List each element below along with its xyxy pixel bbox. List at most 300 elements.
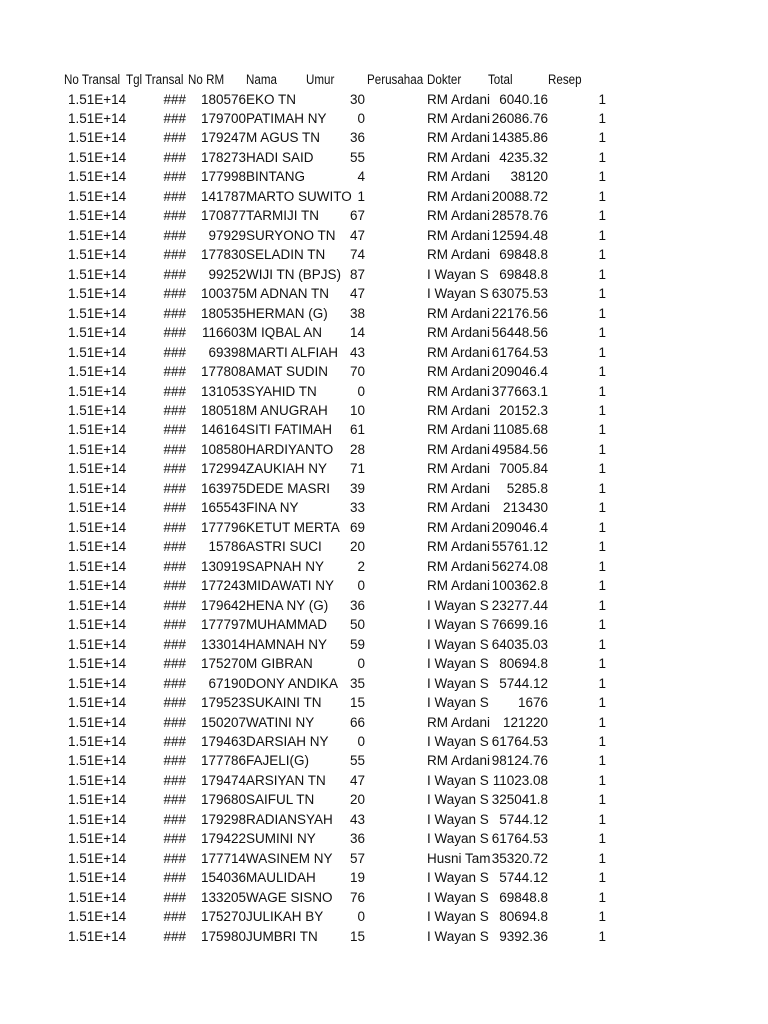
- cell-no-transaksi[interactable]: 1.51E+14: [68, 500, 127, 516]
- cell-resep[interactable]: 1: [598, 169, 606, 185]
- cell-umur[interactable]: 36: [349, 597, 365, 613]
- cell-total[interactable]: 12594.48: [491, 227, 548, 243]
- cell-dokter[interactable]: RM Ardani: [427, 227, 491, 243]
- cell-no-transaksi[interactable]: 1.51E+14: [68, 870, 127, 886]
- cell-umur[interactable]: 19: [349, 870, 365, 886]
- cell-nama[interactable]: M AGUS TN: [246, 130, 321, 146]
- cell-nama[interactable]: M GIBRAN: [246, 656, 313, 672]
- cell-dokter[interactable]: RM Ardani: [427, 149, 491, 165]
- cell-nama[interactable]: KETUT MERTA: [246, 519, 340, 535]
- cell-no-rm[interactable]: 178273: [200, 149, 246, 165]
- cell-no-transaksi[interactable]: 1.51E+14: [68, 519, 127, 535]
- header-resep[interactable]: Resep: [548, 72, 582, 87]
- cell-umur[interactable]: 70: [349, 364, 365, 380]
- cell-nama[interactable]: JUMBRI TN: [246, 928, 318, 944]
- cell-total[interactable]: 35320.72: [491, 850, 548, 866]
- cell-resep[interactable]: 1: [598, 91, 606, 107]
- cell-tgl-transaksi[interactable]: ###: [163, 714, 186, 730]
- cell-dokter[interactable]: RM Ardani: [427, 403, 491, 419]
- cell-umur[interactable]: 14: [349, 325, 365, 341]
- cell-no-transaksi[interactable]: 1.51E+14: [68, 403, 127, 419]
- cell-no-rm[interactable]: 100375: [200, 286, 246, 302]
- cell-no-rm[interactable]: 15786: [208, 539, 246, 555]
- cell-no-transaksi[interactable]: 1.51E+14: [68, 617, 127, 633]
- cell-resep[interactable]: 1: [598, 636, 606, 652]
- cell-no-rm[interactable]: 99252: [208, 266, 246, 282]
- cell-no-rm[interactable]: 97929: [208, 227, 246, 243]
- cell-resep[interactable]: 1: [598, 850, 606, 866]
- cell-nama[interactable]: BINTANG: [246, 169, 306, 185]
- cell-resep[interactable]: 1: [598, 695, 606, 711]
- cell-no-transaksi[interactable]: 1.51E+14: [68, 169, 127, 185]
- cell-umur[interactable]: 1: [357, 188, 365, 204]
- cell-resep[interactable]: 1: [598, 149, 606, 165]
- header-umur[interactable]: Umur: [306, 72, 335, 87]
- cell-umur[interactable]: 28: [349, 441, 365, 457]
- cell-resep[interactable]: 1: [598, 188, 606, 204]
- cell-dokter[interactable]: I Wayan S: [427, 772, 489, 788]
- cell-resep[interactable]: 1: [598, 286, 606, 302]
- cell-no-rm[interactable]: 179298: [200, 811, 246, 827]
- cell-total[interactable]: 76699.16: [491, 617, 548, 633]
- cell-no-transaksi[interactable]: 1.51E+14: [68, 344, 127, 360]
- cell-no-transaksi[interactable]: 1.51E+14: [68, 656, 127, 672]
- cell-resep[interactable]: 1: [598, 403, 606, 419]
- cell-no-transaksi[interactable]: 1.51E+14: [68, 539, 127, 555]
- cell-dokter[interactable]: I Wayan S: [427, 734, 489, 749]
- cell-no-transaksi[interactable]: 1.51E+14: [68, 208, 127, 224]
- cell-no-transaksi[interactable]: 1.51E+14: [68, 928, 127, 944]
- cell-no-transaksi[interactable]: 1.51E+14: [68, 441, 127, 457]
- cell-dokter[interactable]: I Wayan S: [427, 831, 489, 847]
- cell-resep[interactable]: 1: [598, 597, 606, 613]
- cell-dokter[interactable]: I Wayan S: [427, 870, 489, 886]
- cell-no-transaksi[interactable]: 1.51E+14: [68, 578, 127, 594]
- cell-no-transaksi[interactable]: 1.51E+14: [68, 247, 127, 263]
- cell-tgl-transaksi[interactable]: ###: [163, 695, 186, 711]
- cell-no-transaksi[interactable]: 1.51E+14: [68, 831, 127, 847]
- cell-nama[interactable]: HERMAN (G): [246, 305, 328, 321]
- cell-resep[interactable]: 1: [598, 734, 606, 749]
- cell-nama[interactable]: DARSIAH NY: [246, 734, 329, 749]
- cell-resep[interactable]: 1: [598, 110, 606, 126]
- cell-umur[interactable]: 20: [349, 539, 365, 555]
- cell-dokter[interactable]: I Wayan S: [427, 695, 489, 711]
- cell-no-transaksi[interactable]: 1.51E+14: [68, 889, 127, 905]
- cell-no-rm[interactable]: 69398: [208, 344, 246, 360]
- cell-no-rm[interactable]: 177796: [200, 519, 246, 535]
- cell-nama[interactable]: HARDIYANTO: [246, 441, 334, 457]
- cell-resep[interactable]: 1: [598, 753, 606, 769]
- cell-total[interactable]: 80694.8: [499, 656, 548, 672]
- cell-total[interactable]: 213430: [502, 500, 548, 516]
- cell-tgl-transaksi[interactable]: ###: [163, 831, 186, 847]
- cell-total[interactable]: 20152.3: [499, 403, 548, 419]
- cell-nama[interactable]: SUMINI NY: [246, 831, 316, 847]
- cell-tgl-transaksi[interactable]: ###: [163, 130, 186, 146]
- cell-total[interactable]: 6040.16: [499, 91, 548, 107]
- cell-tgl-transaksi[interactable]: ###: [163, 519, 186, 535]
- cell-no-transaksi[interactable]: 1.51E+14: [68, 364, 127, 380]
- cell-resep[interactable]: 1: [598, 792, 606, 808]
- cell-no-transaksi[interactable]: 1.51E+14: [68, 422, 127, 438]
- cell-dokter[interactable]: RM Ardani: [427, 247, 491, 263]
- cell-total[interactable]: 325041.8: [491, 792, 548, 808]
- header-dokter[interactable]: Dokter: [427, 72, 462, 87]
- cell-no-rm[interactable]: 130919: [200, 558, 246, 574]
- cell-total[interactable]: 69848.8: [499, 266, 548, 282]
- cell-total[interactable]: 5744.12: [499, 811, 548, 827]
- cell-umur[interactable]: 2: [357, 558, 365, 574]
- cell-total[interactable]: 1676: [517, 695, 548, 711]
- cell-dokter[interactable]: I Wayan S: [427, 889, 489, 905]
- cell-no-rm[interactable]: 133014: [200, 636, 246, 652]
- cell-nama[interactable]: ARSIYAN TN: [246, 772, 326, 788]
- cell-nama[interactable]: MAULIDAH: [246, 870, 316, 886]
- cell-dokter[interactable]: I Wayan S: [427, 266, 489, 282]
- cell-tgl-transaksi[interactable]: ###: [163, 753, 186, 769]
- cell-no-rm[interactable]: 172994: [200, 461, 246, 477]
- cell-resep[interactable]: 1: [598, 889, 606, 905]
- cell-no-transaksi[interactable]: 1.51E+14: [68, 461, 127, 477]
- cell-total[interactable]: 23277.44: [491, 597, 548, 613]
- cell-no-rm[interactable]: 179247: [200, 130, 246, 146]
- cell-resep[interactable]: 1: [598, 461, 606, 477]
- cell-tgl-transaksi[interactable]: ###: [163, 558, 186, 574]
- cell-total[interactable]: 55761.12: [491, 539, 548, 555]
- cell-tgl-transaksi[interactable]: ###: [163, 734, 186, 749]
- cell-no-rm[interactable]: 175270: [200, 909, 246, 925]
- cell-umur[interactable]: 30: [349, 91, 365, 107]
- cell-total[interactable]: 26086.76: [491, 110, 548, 126]
- cell-total[interactable]: 38120: [510, 169, 548, 185]
- cell-no-transaksi[interactable]: 1.51E+14: [68, 110, 127, 126]
- cell-tgl-transaksi[interactable]: ###: [163, 597, 186, 613]
- cell-no-rm[interactable]: 179523: [200, 695, 246, 711]
- cell-tgl-transaksi[interactable]: ###: [163, 539, 186, 555]
- cell-no-transaksi[interactable]: 1.51E+14: [68, 558, 127, 574]
- cell-no-rm[interactable]: 175980: [200, 928, 246, 944]
- cell-dokter[interactable]: I Wayan S: [427, 811, 489, 827]
- cell-total[interactable]: 56448.56: [491, 325, 548, 341]
- cell-dokter[interactable]: RM Ardani: [427, 461, 491, 477]
- cell-dokter[interactable]: RM Ardani: [427, 441, 491, 457]
- cell-no-rm[interactable]: 163975: [200, 480, 246, 496]
- cell-resep[interactable]: 1: [598, 558, 606, 574]
- cell-no-transaksi[interactable]: 1.51E+14: [68, 305, 127, 321]
- cell-resep[interactable]: 1: [598, 831, 606, 847]
- cell-nama[interactable]: AMAT SUDIN: [246, 364, 329, 380]
- cell-no-rm[interactable]: 179422: [200, 831, 246, 847]
- cell-resep[interactable]: 1: [598, 441, 606, 457]
- cell-no-rm[interactable]: 177998: [200, 169, 246, 185]
- cell-total[interactable]: 5285.8: [506, 480, 548, 496]
- cell-umur[interactable]: 0: [357, 383, 365, 399]
- cell-nama[interactable]: FAJELI(G): [246, 753, 310, 769]
- cell-umur[interactable]: 39: [349, 480, 365, 496]
- cell-umur[interactable]: 61: [349, 422, 365, 438]
- cell-tgl-transaksi[interactable]: ###: [163, 441, 186, 457]
- cell-resep[interactable]: 1: [598, 578, 606, 594]
- cell-tgl-transaksi[interactable]: ###: [163, 889, 186, 905]
- cell-umur[interactable]: 55: [349, 753, 365, 769]
- cell-tgl-transaksi[interactable]: ###: [163, 149, 186, 165]
- cell-no-transaksi[interactable]: 1.51E+14: [68, 850, 127, 866]
- cell-nama[interactable]: SAPNAH NY: [246, 558, 325, 574]
- cell-tgl-transaksi[interactable]: ###: [163, 480, 186, 496]
- cell-total[interactable]: 14385.86: [491, 130, 548, 146]
- cell-dokter[interactable]: I Wayan S: [427, 909, 489, 925]
- cell-dokter[interactable]: RM Ardani: [427, 753, 491, 769]
- cell-nama[interactable]: RADIANSYAH: [246, 811, 333, 827]
- cell-no-rm[interactable]: 141787: [200, 188, 246, 204]
- cell-nama[interactable]: WIJI TN (BPJS): [246, 266, 342, 282]
- cell-no-transaksi[interactable]: 1.51E+14: [68, 91, 127, 107]
- cell-nama[interactable]: M IQBAL AN: [246, 325, 323, 341]
- cell-umur[interactable]: 33: [349, 500, 365, 516]
- cell-resep[interactable]: 1: [598, 480, 606, 496]
- cell-nama[interactable]: MARTO SUWITO: [246, 188, 352, 204]
- cell-tgl-transaksi[interactable]: ###: [163, 772, 186, 788]
- cell-dokter[interactable]: RM Ardani: [427, 110, 491, 126]
- cell-tgl-transaksi[interactable]: ###: [163, 344, 186, 360]
- cell-nama[interactable]: M ADNAN TN: [246, 286, 330, 302]
- cell-total[interactable]: 209046.4: [491, 364, 548, 380]
- cell-total[interactable]: 11085.68: [492, 422, 548, 438]
- cell-nama[interactable]: FINA NY: [246, 500, 299, 516]
- header-total[interactable]: Total: [488, 72, 513, 87]
- cell-no-rm[interactable]: 108580: [200, 441, 246, 457]
- cell-dokter[interactable]: RM Ardani: [427, 383, 491, 399]
- header-perusahaan[interactable]: Perusahaa: [367, 72, 424, 87]
- cell-no-rm[interactable]: 175270: [200, 656, 246, 672]
- cell-nama[interactable]: SAIFUL TN: [246, 792, 315, 808]
- cell-tgl-transaksi[interactable]: ###: [163, 227, 186, 243]
- cell-nama[interactable]: SYAHID TN: [246, 383, 317, 399]
- cell-no-transaksi[interactable]: 1.51E+14: [68, 383, 127, 399]
- cell-no-transaksi[interactable]: 1.51E+14: [68, 480, 127, 496]
- cell-nama[interactable]: ZAUKIAH NY: [246, 461, 328, 477]
- cell-umur[interactable]: 67: [349, 208, 365, 224]
- cell-no-transaksi[interactable]: 1.51E+14: [68, 325, 127, 341]
- cell-dokter[interactable]: RM Ardani: [427, 578, 491, 594]
- cell-dokter[interactable]: RM Ardani: [427, 169, 491, 185]
- cell-total[interactable]: 64035.03: [491, 636, 548, 652]
- cell-dokter[interactable]: RM Ardani: [427, 91, 491, 107]
- cell-tgl-transaksi[interactable]: ###: [163, 286, 186, 302]
- cell-tgl-transaksi[interactable]: ###: [163, 811, 186, 827]
- header-tgl-transaksi[interactable]: Tgl Transal: [126, 72, 184, 87]
- cell-tgl-transaksi[interactable]: ###: [163, 110, 186, 126]
- cell-tgl-transaksi[interactable]: ###: [163, 578, 186, 594]
- cell-no-rm[interactable]: 177243: [200, 578, 246, 594]
- cell-dokter[interactable]: RM Ardani: [427, 325, 491, 341]
- header-nama[interactable]: Nama: [246, 72, 277, 87]
- cell-dokter[interactable]: RM Ardani: [427, 422, 491, 438]
- cell-umur[interactable]: 0: [357, 909, 365, 925]
- cell-resep[interactable]: 1: [598, 344, 606, 360]
- cell-total[interactable]: 61764.53: [491, 831, 548, 847]
- cell-dokter[interactable]: RM Ardani: [427, 188, 491, 204]
- cell-no-rm[interactable]: 180535: [200, 305, 246, 321]
- cell-resep[interactable]: 1: [598, 325, 606, 341]
- cell-no-rm[interactable]: 179680: [200, 792, 246, 808]
- cell-no-rm[interactable]: 179700: [200, 110, 246, 126]
- cell-no-transaksi[interactable]: 1.51E+14: [68, 130, 127, 146]
- cell-resep[interactable]: 1: [598, 422, 606, 438]
- cell-no-transaksi[interactable]: 1.51E+14: [68, 753, 127, 769]
- cell-no-rm[interactable]: 177830: [200, 247, 246, 263]
- cell-umur[interactable]: 36: [349, 831, 365, 847]
- cell-tgl-transaksi[interactable]: ###: [163, 364, 186, 380]
- cell-tgl-transaksi[interactable]: ###: [163, 909, 186, 925]
- cell-nama[interactable]: SUKAINI TN: [246, 695, 322, 711]
- cell-umur[interactable]: 47: [349, 772, 365, 788]
- cell-total[interactable]: 20088.72: [491, 188, 548, 204]
- cell-nama[interactable]: SELADIN TN: [246, 247, 326, 263]
- cell-umur[interactable]: 59: [349, 636, 365, 652]
- cell-total[interactable]: 209046.4: [491, 519, 548, 535]
- cell-tgl-transaksi[interactable]: ###: [163, 169, 186, 185]
- cell-total[interactable]: 61764.53: [491, 734, 548, 749]
- cell-dokter[interactable]: I Wayan S: [427, 286, 489, 302]
- cell-resep[interactable]: 1: [598, 617, 606, 633]
- cell-no-rm[interactable]: 177797: [200, 617, 246, 633]
- cell-tgl-transaksi[interactable]: ###: [163, 461, 186, 477]
- cell-tgl-transaksi[interactable]: ###: [163, 870, 186, 886]
- cell-tgl-transaksi[interactable]: ###: [163, 850, 186, 866]
- cell-tgl-transaksi[interactable]: ###: [163, 325, 186, 341]
- cell-total[interactable]: 56274.08: [491, 558, 548, 574]
- cell-dokter[interactable]: RM Ardani: [427, 130, 491, 146]
- cell-nama[interactable]: MARTI ALFIAH: [246, 344, 339, 360]
- cell-tgl-transaksi[interactable]: ###: [163, 617, 186, 633]
- cell-total[interactable]: 7005.84: [499, 461, 548, 477]
- cell-no-transaksi[interactable]: 1.51E+14: [68, 695, 127, 711]
- cell-umur[interactable]: 4: [357, 169, 365, 185]
- cell-no-transaksi[interactable]: 1.51E+14: [68, 772, 127, 788]
- cell-total[interactable]: 28578.76: [491, 208, 548, 224]
- cell-resep[interactable]: 1: [598, 772, 606, 788]
- cell-umur[interactable]: 43: [349, 344, 365, 360]
- cell-umur[interactable]: 35: [349, 675, 365, 691]
- cell-umur[interactable]: 36: [349, 130, 365, 146]
- cell-dokter[interactable]: I Wayan S: [427, 928, 489, 944]
- cell-resep[interactable]: 1: [598, 519, 606, 535]
- cell-umur[interactable]: 66: [349, 714, 365, 730]
- cell-resep[interactable]: 1: [598, 909, 606, 925]
- cell-nama[interactable]: SURYONO TN: [246, 227, 336, 243]
- cell-tgl-transaksi[interactable]: ###: [163, 188, 186, 204]
- cell-tgl-transaksi[interactable]: ###: [163, 383, 186, 399]
- cell-nama[interactable]: DONY ANDIKA: [246, 675, 339, 691]
- cell-tgl-transaksi[interactable]: ###: [163, 792, 186, 808]
- cell-nama[interactable]: MUHAMMAD: [246, 617, 327, 633]
- cell-total[interactable]: 80694.8: [499, 909, 548, 925]
- cell-no-transaksi[interactable]: 1.51E+14: [68, 811, 127, 827]
- cell-tgl-transaksi[interactable]: ###: [163, 403, 186, 419]
- cell-no-rm[interactable]: 146164: [200, 422, 246, 438]
- cell-resep[interactable]: 1: [598, 656, 606, 672]
- cell-dokter[interactable]: RM Ardani: [427, 364, 491, 380]
- cell-dokter[interactable]: RM Ardani: [427, 539, 491, 555]
- cell-nama[interactable]: WASINEM NY: [246, 850, 333, 866]
- cell-no-rm[interactable]: 179463: [200, 734, 246, 749]
- cell-nama[interactable]: WAGE SISNO: [246, 889, 333, 905]
- cell-tgl-transaksi[interactable]: ###: [163, 305, 186, 321]
- cell-dokter[interactable]: RM Ardani: [427, 714, 491, 730]
- cell-no-rm[interactable]: 154036: [200, 870, 246, 886]
- cell-umur[interactable]: 10: [349, 403, 365, 419]
- cell-nama[interactable]: JULIKAH BY: [246, 909, 324, 925]
- cell-umur[interactable]: 20: [349, 792, 365, 808]
- cell-no-rm[interactable]: 179642: [200, 597, 246, 613]
- cell-dokter[interactable]: I Wayan S: [427, 656, 489, 672]
- cell-no-rm[interactable]: 131053: [200, 383, 246, 399]
- cell-no-rm[interactable]: 170877: [200, 208, 246, 224]
- cell-total[interactable]: 69848.8: [499, 889, 548, 905]
- cell-no-rm[interactable]: 165543: [200, 500, 246, 516]
- cell-nama[interactable]: SITI FATIMAH: [246, 422, 333, 438]
- cell-umur[interactable]: 55: [349, 149, 365, 165]
- cell-nama[interactable]: PATIMAH NY: [246, 110, 327, 126]
- cell-no-transaksi[interactable]: 1.51E+14: [68, 227, 127, 243]
- cell-dokter[interactable]: RM Ardani: [427, 480, 491, 496]
- cell-nama[interactable]: ASTRI SUCI: [246, 539, 322, 555]
- cell-dokter[interactable]: I Wayan S: [427, 636, 489, 652]
- cell-resep[interactable]: 1: [598, 208, 606, 224]
- cell-umur[interactable]: 0: [357, 110, 365, 126]
- cell-tgl-transaksi[interactable]: ###: [163, 636, 186, 652]
- cell-no-rm[interactable]: 177714: [200, 850, 246, 866]
- cell-resep[interactable]: 1: [598, 383, 606, 399]
- cell-total[interactable]: 98124.76: [491, 753, 548, 769]
- cell-umur[interactable]: 0: [357, 734, 365, 749]
- cell-no-transaksi[interactable]: 1.51E+14: [68, 792, 127, 808]
- cell-tgl-transaksi[interactable]: ###: [163, 422, 186, 438]
- cell-no-transaksi[interactable]: 1.51E+14: [68, 909, 127, 925]
- cell-no-rm[interactable]: 67190: [208, 675, 246, 691]
- cell-total[interactable]: 121220: [502, 714, 548, 730]
- cell-umur[interactable]: 57: [349, 850, 365, 866]
- cell-total[interactable]: 11023.08: [492, 772, 548, 788]
- cell-umur[interactable]: 43: [349, 811, 365, 827]
- cell-tgl-transaksi[interactable]: ###: [163, 675, 186, 691]
- cell-resep[interactable]: 1: [598, 928, 606, 944]
- cell-resep[interactable]: 1: [598, 130, 606, 146]
- cell-no-rm[interactable]: 116603: [201, 325, 246, 341]
- cell-dokter[interactable]: RM Ardani: [427, 500, 491, 516]
- cell-no-transaksi[interactable]: 1.51E+14: [68, 286, 127, 302]
- cell-no-rm[interactable]: 180518: [200, 403, 246, 419]
- cell-tgl-transaksi[interactable]: ###: [163, 500, 186, 516]
- cell-nama[interactable]: HADI SAID: [246, 149, 314, 165]
- cell-resep[interactable]: 1: [598, 714, 606, 730]
- cell-umur[interactable]: 50: [349, 617, 365, 633]
- header-no-rm[interactable]: No RM: [188, 72, 225, 87]
- cell-resep[interactable]: 1: [598, 675, 606, 691]
- cell-umur[interactable]: 71: [349, 461, 365, 477]
- cell-no-transaksi[interactable]: 1.51E+14: [68, 734, 127, 749]
- cell-no-transaksi[interactable]: 1.51E+14: [68, 675, 127, 691]
- cell-dokter[interactable]: RM Ardani: [427, 208, 491, 224]
- cell-nama[interactable]: TARMIJI TN: [246, 208, 319, 224]
- cell-tgl-transaksi[interactable]: ###: [163, 266, 186, 282]
- cell-total[interactable]: 4235.32: [499, 149, 548, 165]
- cell-resep[interactable]: 1: [598, 305, 606, 321]
- cell-umur[interactable]: 87: [349, 266, 365, 282]
- cell-total[interactable]: 61764.53: [491, 344, 548, 360]
